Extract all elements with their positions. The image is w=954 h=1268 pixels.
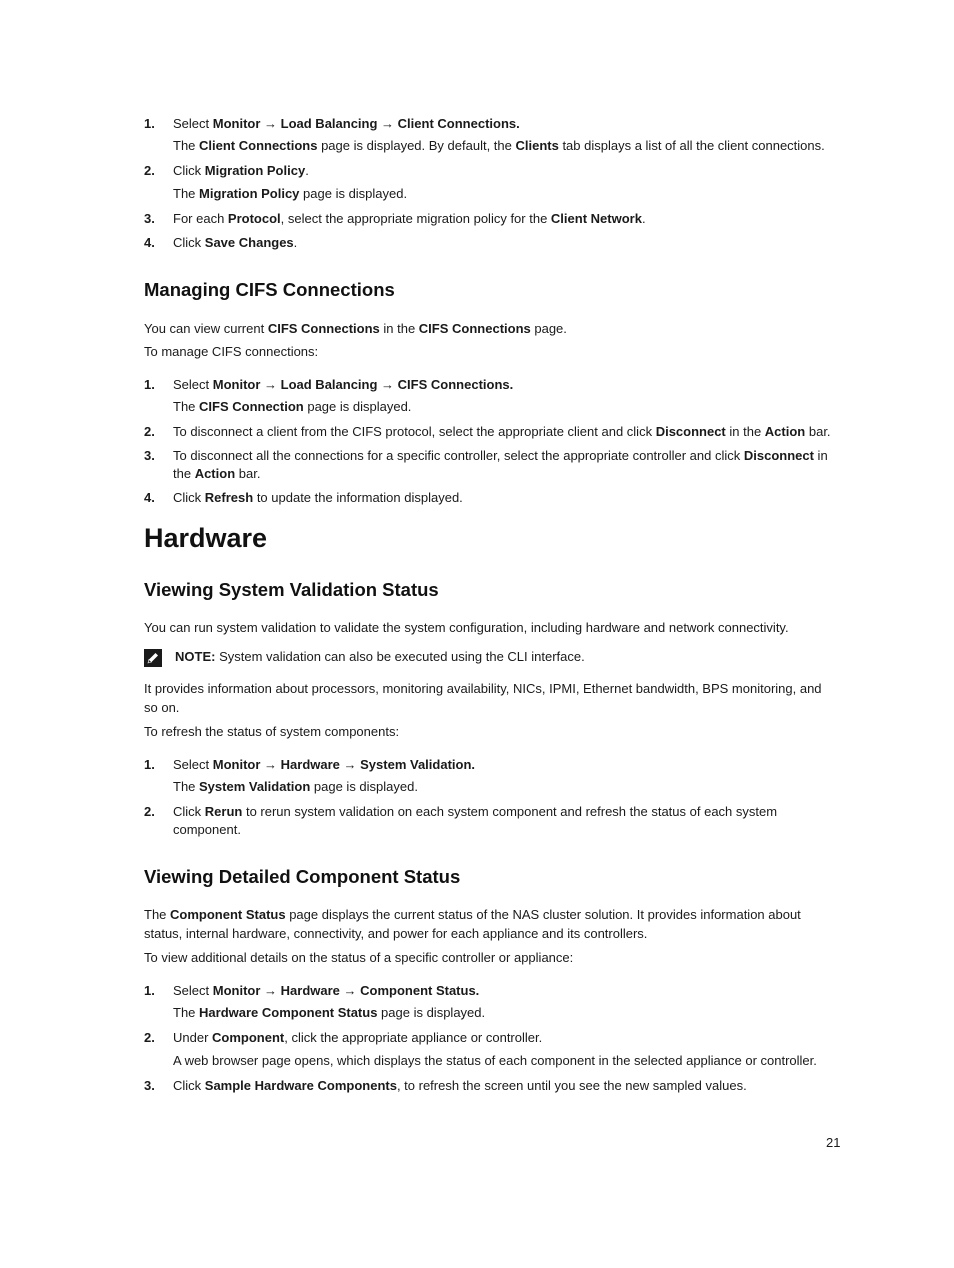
step-result: The Migration Policy page is displayed.	[173, 186, 408, 201]
paragraph: To manage CIFS connections:	[144, 344, 319, 359]
paragraph: You can run system validation to validate the system configuration, including hardware and network connectivity.	[144, 620, 789, 635]
page-number: 21	[826, 1135, 841, 1150]
step-result: The CIFS Connection page is displayed.	[173, 399, 412, 414]
list-item: 3. Click Sample Hardware Components, to refresh the screen until you see the new sampled values.	[144, 1078, 747, 1093]
paragraph: It provides information about processors, monitoring availability, NICs, IPMI, Ethernet bandwidth, BPS monitoring, and so on.	[144, 681, 822, 715]
list-item: 1. Select Monitor → Load Balancing → CIFS Connections.	[144, 377, 514, 392]
list-item: 2. Click Migration Policy.	[144, 163, 309, 178]
section-heading: Viewing Detailed Component Status	[144, 866, 461, 887]
note-pencil-icon	[144, 649, 162, 667]
list-item: 2. Under Component, click the appropriate appliance or controller.	[144, 1030, 543, 1045]
list-item: 1. Select Monitor → Load Balancing → Client Connections.	[144, 116, 520, 131]
paragraph: You can view current CIFS Connections in the CIFS Connections page.	[144, 321, 567, 336]
list-item: 2. To disconnect a client from the CIFS protocol, select the appropriate client and click Disconnect in the Action bar.	[144, 424, 831, 439]
paragraph: To refresh the status of system components:	[144, 724, 400, 739]
list-item: 4. Click Save Changes.	[144, 235, 298, 250]
step-result: The Client Connections page is displayed. By default, the Clients tab displays a list of all the client connections.	[173, 138, 825, 153]
chapter-heading: Hardware	[144, 523, 268, 553]
step-result: A web browser page opens, which displays the status of each component in the selected appliance or controller.	[173, 1053, 817, 1068]
step-result: The Hardware Component Status page is displayed.	[173, 1005, 486, 1020]
list-item: 2. Click Rerun to rerun system validation on each system component and refresh the status of each system component.	[144, 804, 778, 837]
list-item: 1. Select Monitor → Hardware → Component Status.	[144, 983, 480, 998]
list-item: 3. To disconnect all the connections for a specific controller, select the appropriate controller and click Disconnect in the Action bar.	[144, 448, 828, 481]
ui-term: Client Connections.	[397, 116, 520, 131]
ui-term: Monitor	[212, 116, 261, 131]
list-item: 4. Click Refresh to update the information displayed.	[144, 490, 463, 505]
step-result: The System Validation page is displayed.	[173, 779, 418, 794]
section-heading: Viewing System Validation Status	[144, 579, 439, 600]
ui-term: Load Balancing	[280, 116, 378, 131]
list-item: 3. For each Protocol, select the appropriate migration policy for the Client Network.	[144, 211, 646, 226]
section-heading: Managing CIFS Connections	[144, 279, 395, 300]
note-text: NOTE: System validation can also be executed using the CLI interface.	[175, 649, 585, 664]
paragraph: The Component Status page displays the current status of the NAS cluster solution. It provides information about status, internal hardware, connectivity, and power for each appliance and its controllers.	[144, 907, 801, 941]
paragraph: To view additional details on the status of a specific controller or appliance:	[144, 950, 574, 965]
list-item: 1. Select Monitor → Hardware → System Validation.	[144, 757, 475, 772]
